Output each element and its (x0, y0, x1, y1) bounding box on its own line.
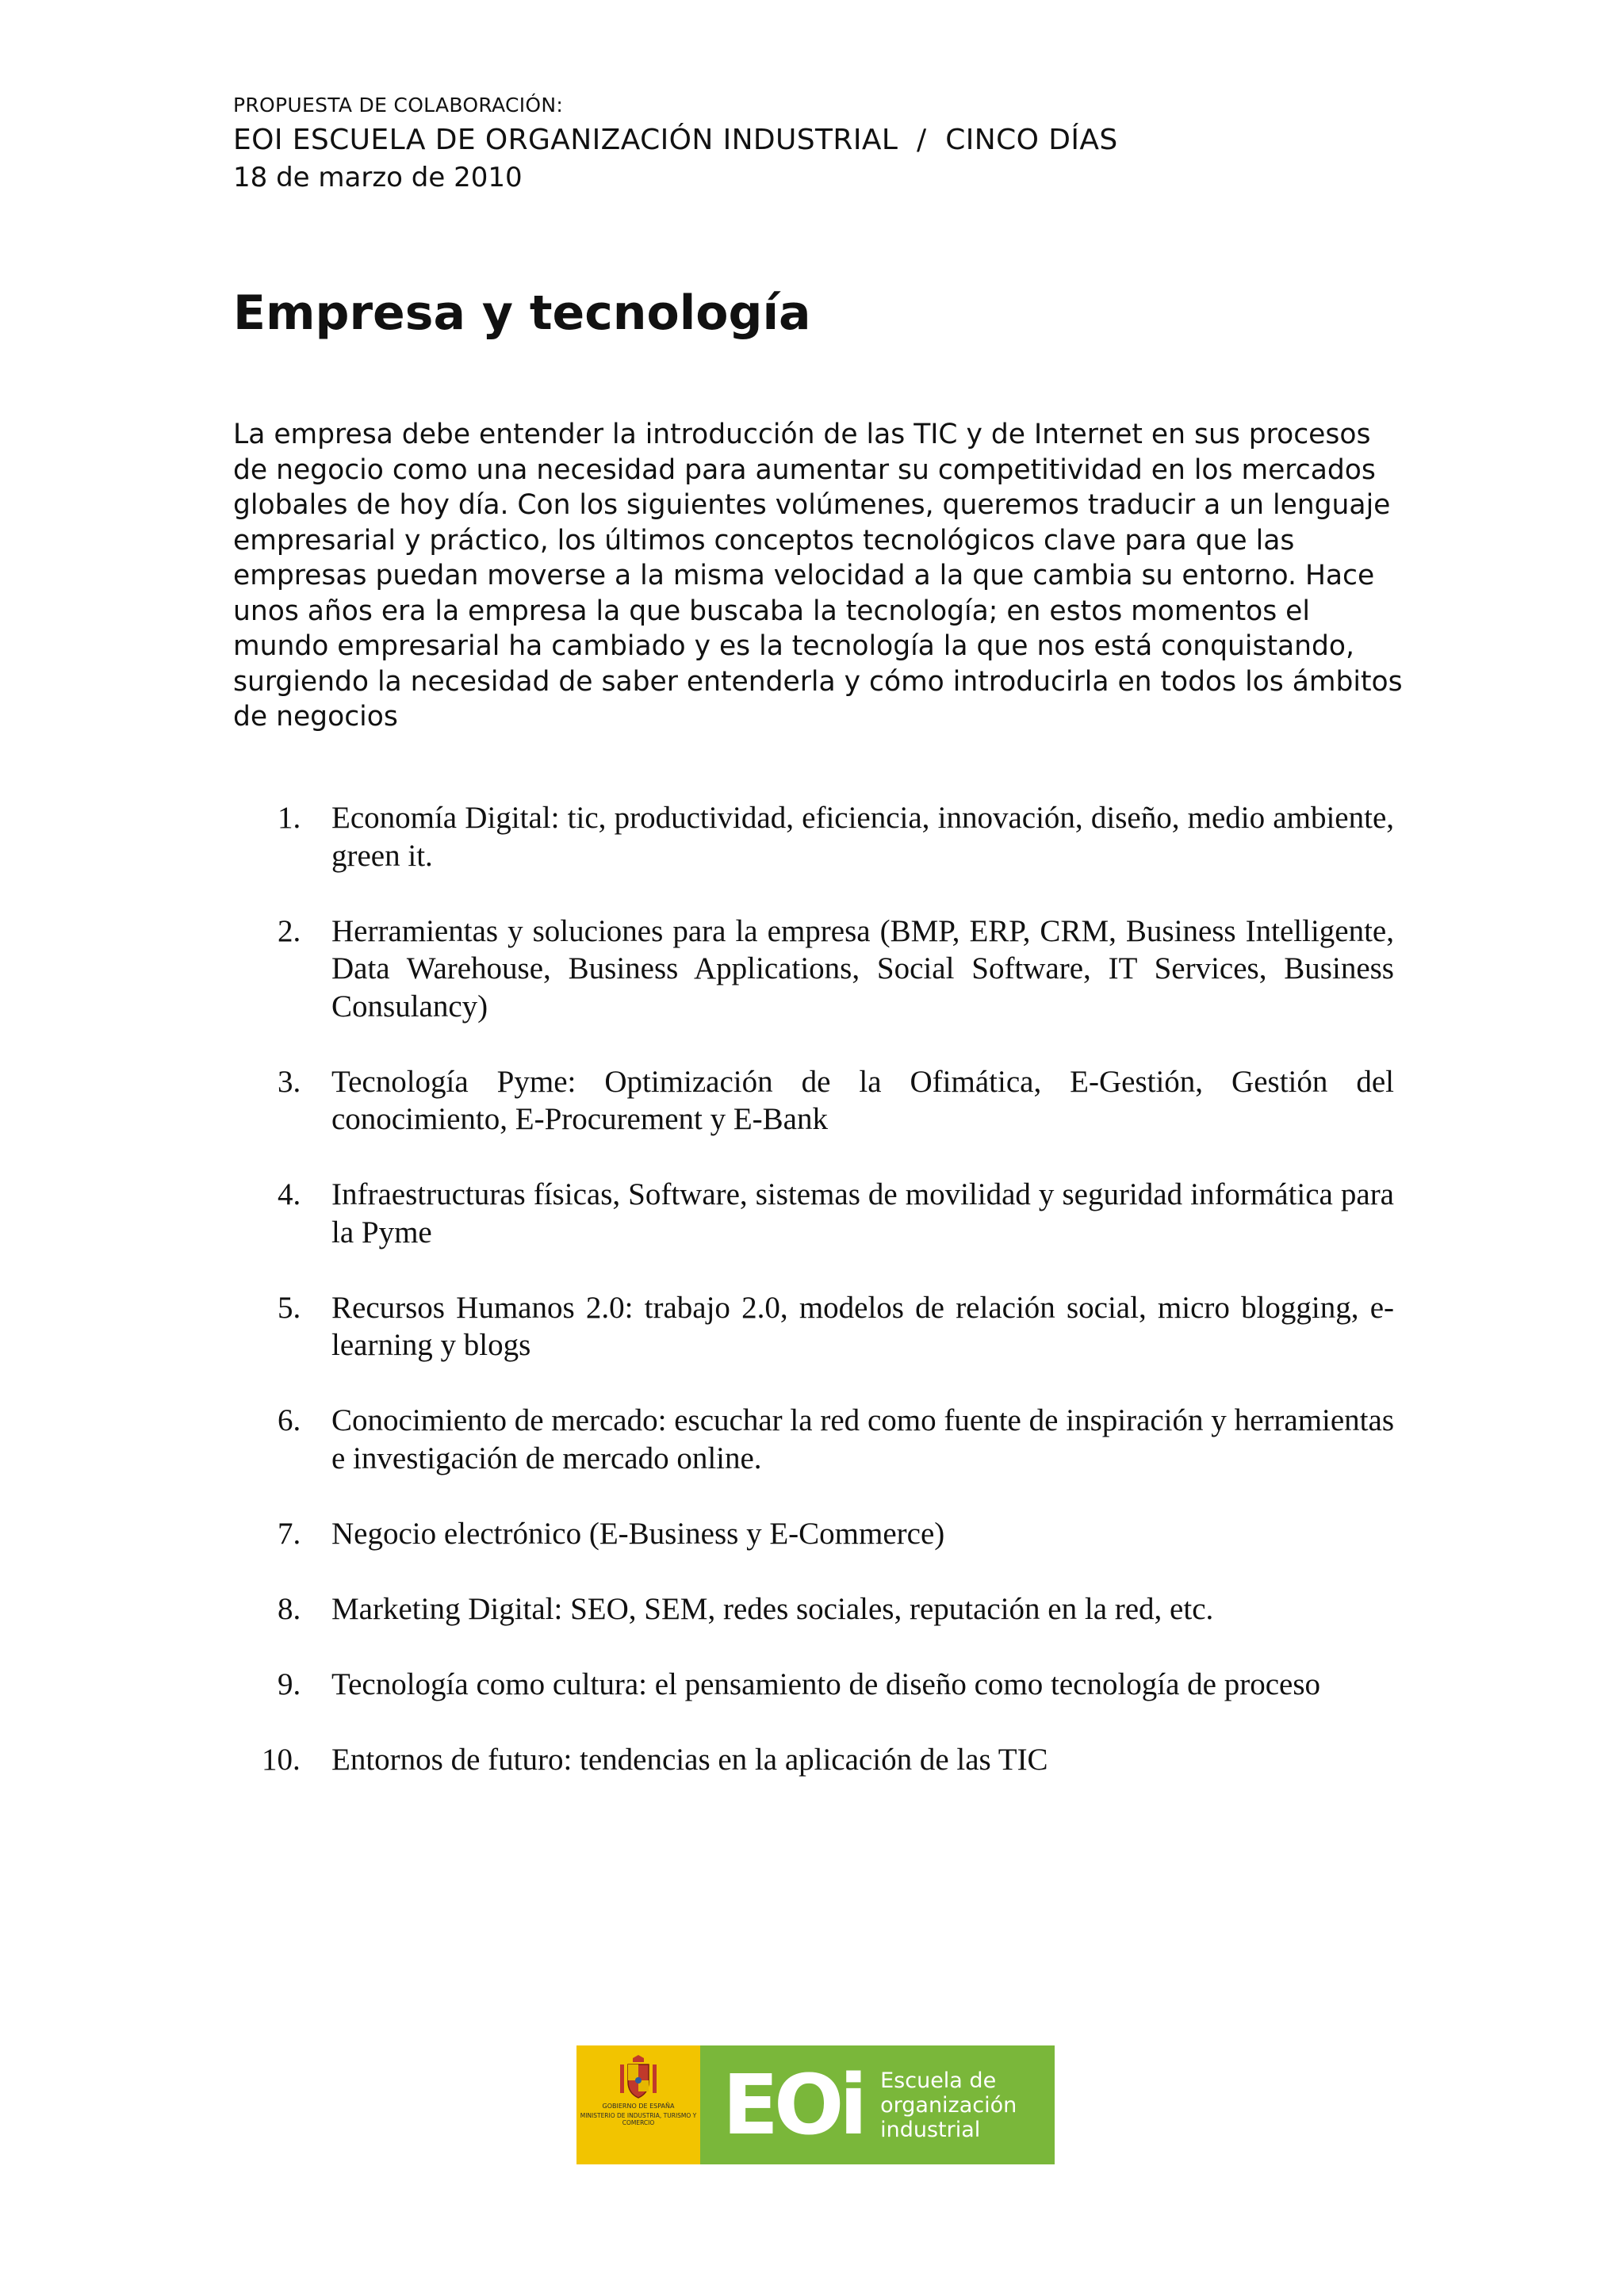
government-logo (576, 2045, 700, 2164)
government-label: GOBIERNO DE ESPAÑA (602, 2103, 675, 2110)
list-text: Conocimiento de mercado: escuchar la red como fuente de inspiración y herramientas e investigación de mercado online. (331, 1403, 1394, 1475)
list-text: Tecnología como cultura: el pensamiento de diseño como tecnología de proceso (331, 1667, 1321, 1701)
list-text: Recursos Humanos 2.0: trabajo 2.0, modelos de relación social, micro blogging, e-learning y blogs (331, 1290, 1394, 1362)
coat-of-arms-icon (619, 2055, 658, 2099)
list-text: Entornos de futuro: tendencias en la aplicación de las TIC (331, 1742, 1048, 1777)
topics-list (262, 799, 1394, 1816)
list-number: 4. (278, 1177, 301, 1211)
list-item (262, 1741, 1394, 1779)
footer-logo (576, 2045, 1055, 2164)
list-number: 3. (278, 1064, 301, 1099)
document-title: Empresa y tecnología (233, 285, 811, 341)
list-number: 7. (278, 1516, 301, 1551)
header-date: 18 de marzo de 2010 (233, 162, 523, 193)
list-text: Infraestructuras físicas, Software, sistemas de movilidad y seguridad informática para la Pyme (331, 1177, 1394, 1249)
list-text: Economía Digital: tic, productividad, eficiencia, innovación, diseño, medio ambiente, green it. (331, 801, 1394, 873)
eoi-name-line: industrial (880, 2117, 981, 2142)
list-item (278, 1289, 1394, 1364)
list-item (278, 1590, 1394, 1628)
list-number: 10. (262, 1742, 301, 1777)
list-number: 9. (278, 1667, 301, 1701)
eoi-name (880, 2068, 1017, 2142)
list-item (278, 1515, 1394, 1553)
list-text: Negocio electrónico (E-Business y E-Commerce) (331, 1516, 945, 1551)
list-item (278, 1402, 1394, 1477)
intro-paragraph: La empresa debe entender la introducción de las TIC y de Internet en sus procesos de negocio como una necesidad para aumentar su competitividad en los mercados globales de hoy día. Con los siguientes volúmenes, queremos traducir a un lenguaje empresarial y práctico, los últimos conceptos tecnológicos clave para que las empresas puedan moverse a la misma velocidad a la que cambia su entorno. Hace unos años era la empresa la que buscaba la tecnología; en estos momentos el mundo empresarial ha cambiado y es la tecnología la que nos está conquistando, surgiendo la necesidad de saber entenderla y cómo introducirla en todos los ámbitos de negocios (233, 419, 1403, 733)
list-item (278, 913, 1394, 1026)
eoi-name-line: organización (880, 2092, 1017, 2118)
list-number: 5. (278, 1290, 301, 1325)
list-item (278, 1176, 1394, 1251)
eoi-logo (700, 2045, 1055, 2164)
list-item (278, 799, 1394, 874)
list-text: Tecnología Pyme: Optimización de la Ofimática, E-Gestión, Gestión del conocimiento, E-Procurement y E-Bank (331, 1064, 1394, 1136)
eoi-name-line: Escuela de (880, 2068, 997, 2093)
header-title: EOI ESCUELA DE ORGANIZACIÓN INDUSTRIAL / CINCO DÍAS (233, 124, 1118, 156)
ministry-label: MINISTERIO DE INDUSTRIA, TURISMO Y COMERCIO (580, 2112, 697, 2126)
list-text: Herramientas y soluciones para la empresa (BMP, ERP, CRM, Business Intelligente, Data Warehouse, Business Applications, Social Software, IT Services, Business Consulancy) (331, 913, 1394, 1024)
list-item (278, 1666, 1394, 1704)
list-number: 8. (278, 1591, 301, 1626)
list-item (278, 1063, 1394, 1138)
list-number: 1. (278, 801, 301, 835)
eoi-wordmark: EOi (722, 2057, 864, 2153)
list-number: 6. (278, 1403, 301, 1437)
list-text: Marketing Digital: SEO, SEM, redes sociales, reputación en la red, etc. (331, 1591, 1214, 1626)
header-kicker: PROPUESTA DE COLABORACIÓN: (233, 94, 564, 117)
list-number: 2. (278, 913, 301, 948)
